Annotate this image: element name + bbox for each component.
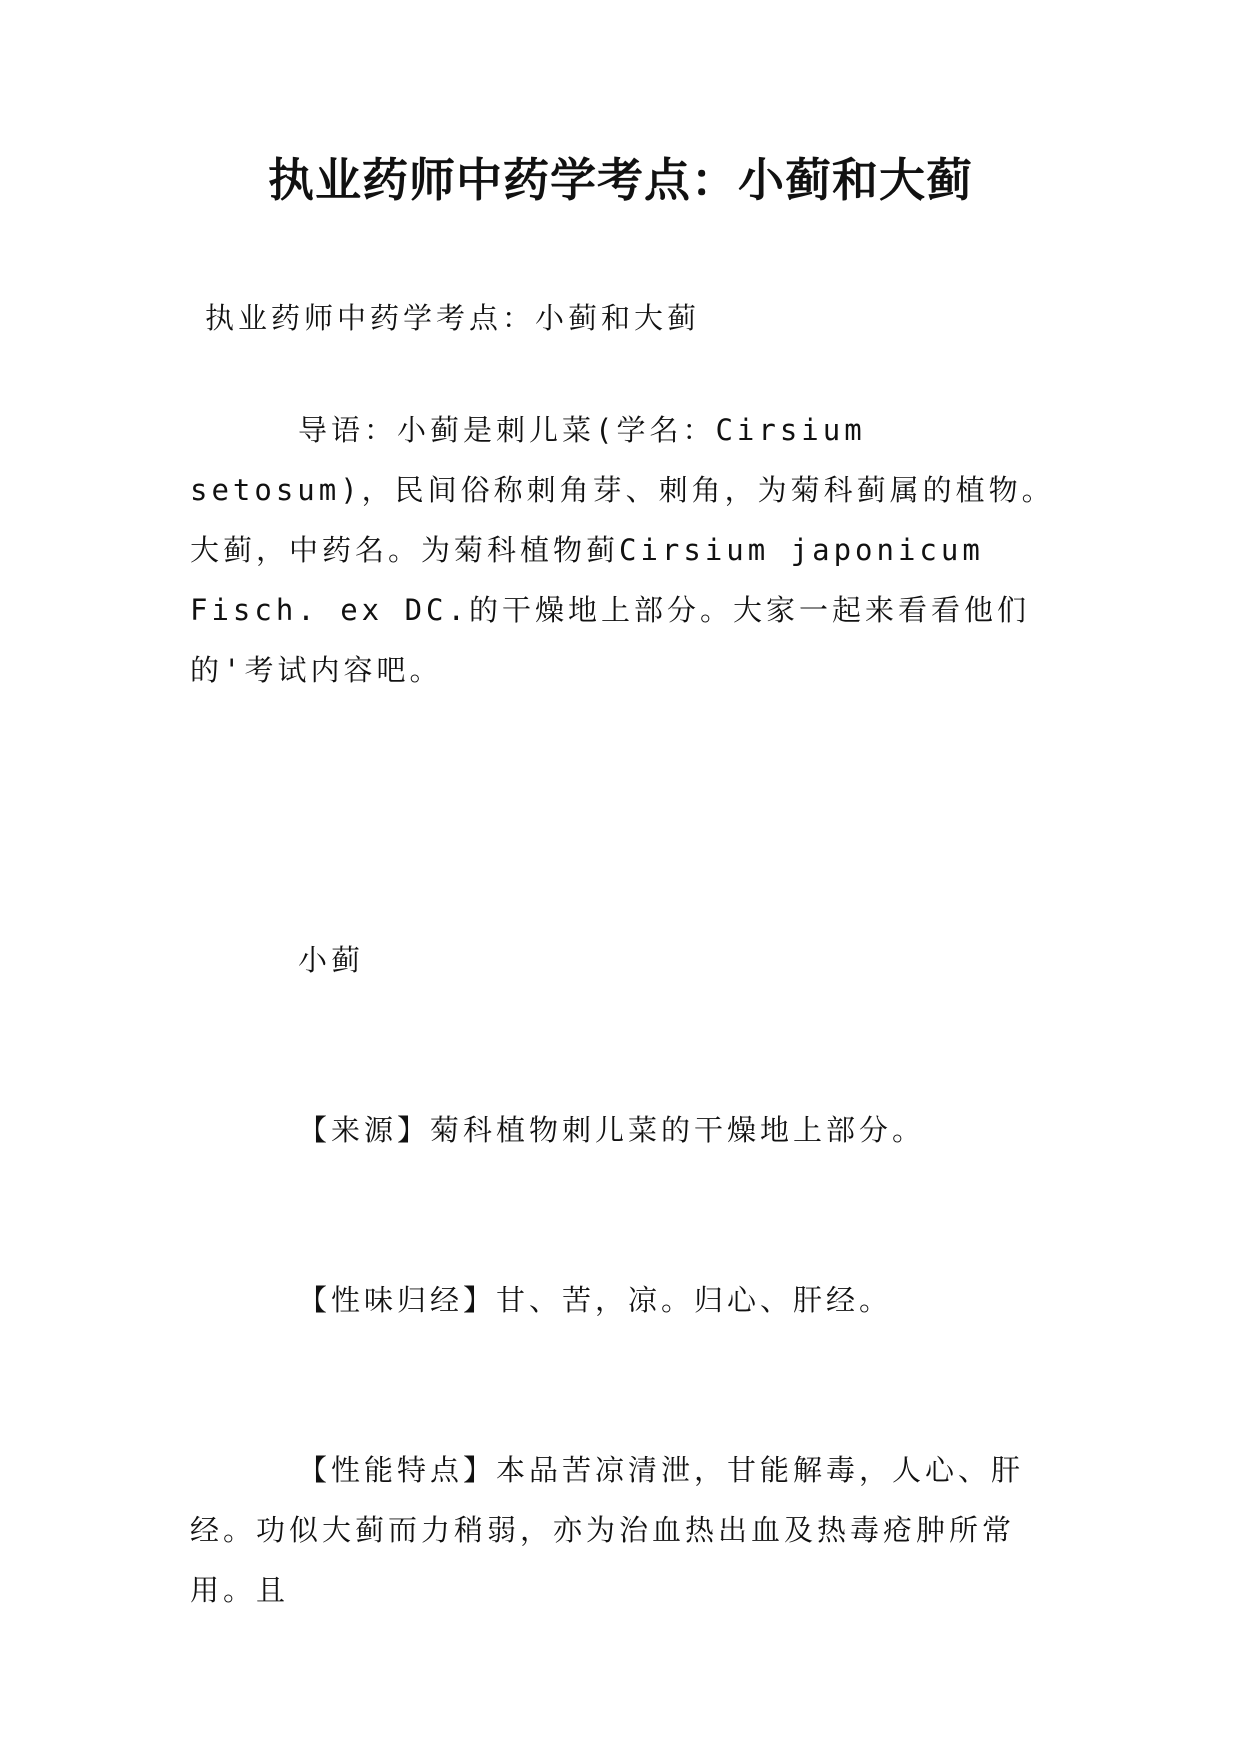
document-subtitle: 执业药师中药学考点：小蓟和大蓟	[205, 301, 701, 335]
section-heading: 小蓟	[298, 943, 365, 977]
intro-paragraph: 导语：小蓟是刺儿菜(学名：Cirsium setosum)，民间俗称刺角芽、刺角，为菊科蓟属的植物。大蓟，中药名。为菊科植物蓟Cirsium japonicum Fisch. ex DC.的干燥地上部分。大家一起来看看他们的'考试内容吧。	[190, 413, 1055, 687]
source-paragraph: 【来源】菊科植物刺儿菜的干燥地上部分。	[298, 1113, 926, 1147]
taste-meridian-paragraph: 【性味归经】甘、苦，凉。归心、肝经。	[298, 1283, 893, 1317]
document-title: 执业药师中药学考点：小蓟和大蓟	[268, 153, 973, 207]
feature-paragraph: 【性能特点】本品苦凉清泄，甘能解毒，人心、肝经。功似大蓟而力稍弱，亦为治血热出血及热毒疮肿所常用。且	[190, 1453, 1025, 1607]
